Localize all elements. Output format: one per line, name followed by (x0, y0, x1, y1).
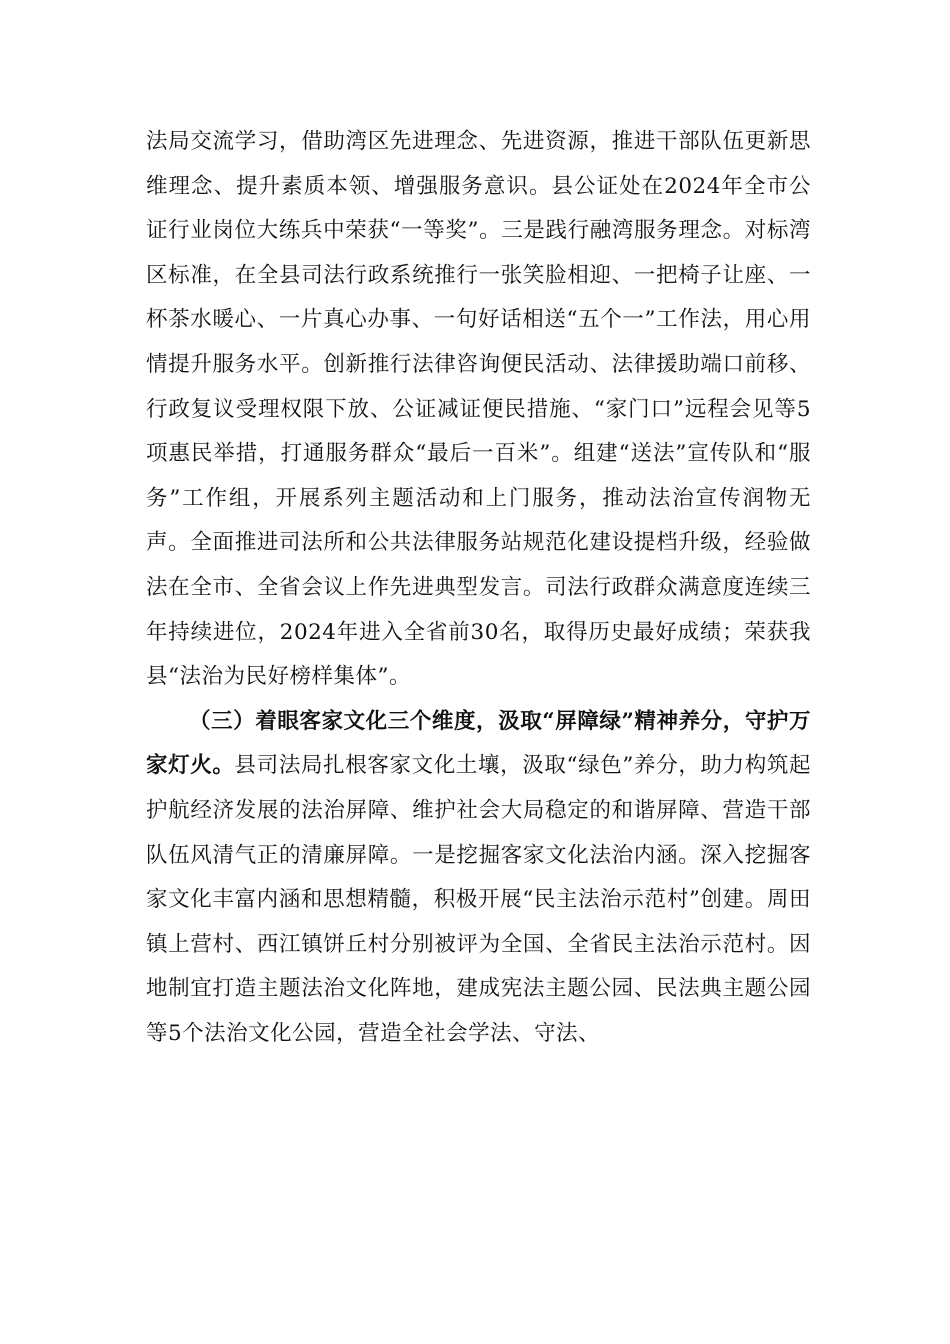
document-page (146, 120, 811, 1056)
section-heading-3: （三）着眼客家文化三个维度，汲取“屏障绿”精神养分，守护万家灯火。 (146, 708, 811, 779)
paragraph-1-text: 法局交流学习，借助湾区先进理念、先进资源，推进干部队伍更新思维理念、提升素质本领、增强服务意识。县公证处在2024年全市公证行业岗位大练兵中荣获“一等奖”。三是践行融湾服务理念。对标湾区标准，在全县司法行政系统推行一张笑脸相迎、一把椅子让座、一杯茶水暖心、一片真心办事、一句好话相送“五个一”工作法，用心用情提升服务水平。创新推行法律咨询便民活动、法律援助端口前移、行政复议受理权限下放、公证减证便民措施、“家门口”远程会见等5项惠民举措，打通服务群众“最后一百米”。组建“送法”宣传队和“服务”工作组，开展系列主题活动和上门服务，推动法治宣传润物无声。全面推进司法所和公共法律服务站规范化建设提档升级，经验做法在全市、全省会议上作先进典型发言。司法行政群众满意度连续三年持续进位，2024年进入全省前30名，取得历史最好成绩；荣获我县“法治为民好榜样集体”。 (146, 129, 811, 690)
body-paragraph-2 (146, 700, 811, 1057)
paragraph-2-text: 县司法局扎根客家文化土壤，汲取“绿色”养分，助力构筑起护航经济发展的法治屏障、维护社会大局稳定的和谐屏障、营造干部队伍风清气正的清廉屏障。一是挖掘客家文化法治内涵。深入挖掘客家文化丰富内涵和思想精髓，积极开展“民主法治示范村”创建。周田镇上营村、西江镇饼丘村分别被评为全国、全省民主法治示范村。因地制宜打造主题法治文化阵地，建成宪法主题公园、民法典主题公园等5个法治文化公园，营造全社会学法、守法、 (146, 753, 811, 1046)
body-paragraph-1 (146, 120, 811, 700)
